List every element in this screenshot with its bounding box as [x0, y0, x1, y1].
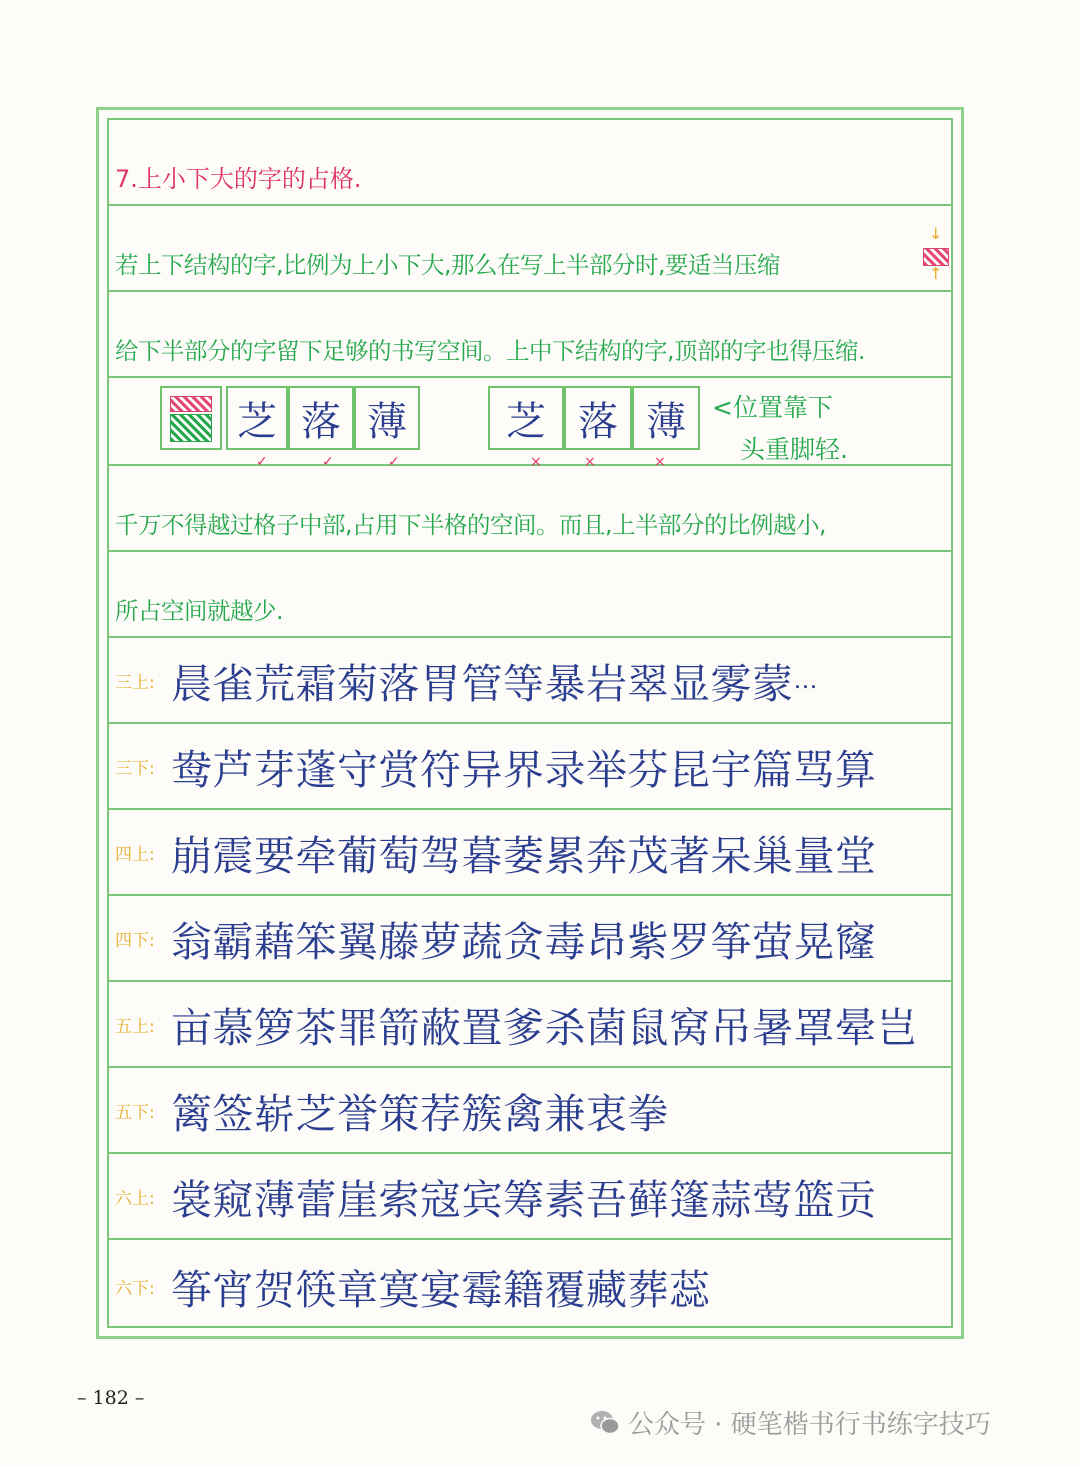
demo-area — [160, 386, 860, 476]
wrong-example-2: 落 — [564, 386, 632, 450]
row-label: 四下: — [115, 930, 155, 951]
row-label: 五上: — [115, 1016, 155, 1037]
sheet-grid — [107, 118, 953, 1328]
note-line-3: 千万不得越过格子中部,占用下半格的空间。而且,上半部分的比例越小, — [115, 511, 826, 539]
practice-row-8 — [109, 1240, 951, 1332]
correct-example-3: 薄 — [354, 386, 420, 450]
practice-characters: 篱签崭芝誉策荐簇禽兼衷拳 — [171, 1089, 669, 1138]
wechat-icon — [590, 1409, 620, 1437]
row-label: 五下: — [115, 1102, 155, 1123]
practice-sheet — [96, 107, 964, 1339]
check-mark: ✓ — [256, 454, 268, 470]
note-line-2: 给下半部分的字留下足够的书写空间。上中下结构的字,顶部的字也得压缩. — [115, 337, 865, 365]
watermark — [590, 1404, 991, 1441]
practice-row-7 — [109, 1154, 951, 1240]
correct-example-2: 落 — [288, 386, 354, 450]
practice-characters: 翁霸藉笨翼藤萝蔬贪毒昂紫罗筝萤晃窿 — [171, 917, 877, 966]
practice-characters: 鸯芦芽蓬守赏符异界录举芬昆宇篇骂算 — [171, 745, 877, 794]
watermark-text: 公众号 · 硬笔楷书行书练字技巧 — [628, 1410, 991, 1440]
demo-note-2: 头重脚轻. — [740, 435, 848, 464]
cross-mark: × — [530, 454, 542, 470]
note-row-2 — [109, 292, 951, 378]
practice-row-1 — [109, 638, 951, 724]
practice-row-2 — [109, 724, 951, 810]
practice-row-6 — [109, 1068, 951, 1154]
practice-characters: 裳窥薄蕾崖索寇宾筹素吾藓篷蒜莺篮贡 — [171, 1175, 877, 1224]
row-label: 三上: — [115, 672, 155, 693]
heading-row — [109, 120, 951, 206]
wrong-example-1: 芝 — [488, 386, 564, 450]
practice-characters: 筝宵贺筷章寞宴霉籍覆藏葬蕊 — [171, 1265, 711, 1314]
ellipsis: … — [793, 666, 818, 694]
note-row-1 — [109, 206, 951, 292]
proportion-diagram — [160, 386, 222, 450]
practice-row-3 — [109, 810, 951, 896]
demo-note-1: <位置靠下 — [712, 393, 833, 422]
note-row-3 — [109, 466, 951, 552]
compress-icon: ↓ ↑ — [923, 228, 949, 284]
note-row-4 — [109, 552, 951, 638]
correct-example-1: 芝 — [226, 386, 288, 450]
check-mark: ✓ — [322, 454, 334, 470]
note-line-4: 所占空间就越少. — [115, 597, 283, 625]
cross-mark: × — [584, 454, 596, 470]
row-label: 三下: — [115, 758, 155, 779]
practice-row-5 — [109, 982, 951, 1068]
row-label: 六上: — [115, 1188, 155, 1209]
practice-characters: 崩震要牵葡萄驾暮萎累奔茂著呆巢量堂 — [171, 831, 877, 880]
section-heading: 7.上小下大的字的占格. — [115, 165, 362, 193]
check-mark: ✓ — [388, 454, 400, 470]
practice-characters: 晨雀荒霜菊落胃管等暴岩翠显雾蒙 — [171, 659, 794, 708]
practice-row-4 — [109, 896, 951, 982]
row-label: 四上: — [115, 844, 155, 865]
row-label: 六下: — [115, 1278, 155, 1299]
wrong-example-3: 薄 — [632, 386, 700, 450]
practice-characters: 亩慕箩茶罪箭蔽置爹杀菌鼠窝吊暑罩晕岂 — [171, 1003, 918, 1052]
page-number: – 182 – — [77, 1387, 145, 1409]
note-line-1: 若上下结构的字,比例为上小下大,那么在写上半部分时,要适当压缩 — [115, 251, 780, 279]
cross-mark: × — [654, 454, 666, 470]
